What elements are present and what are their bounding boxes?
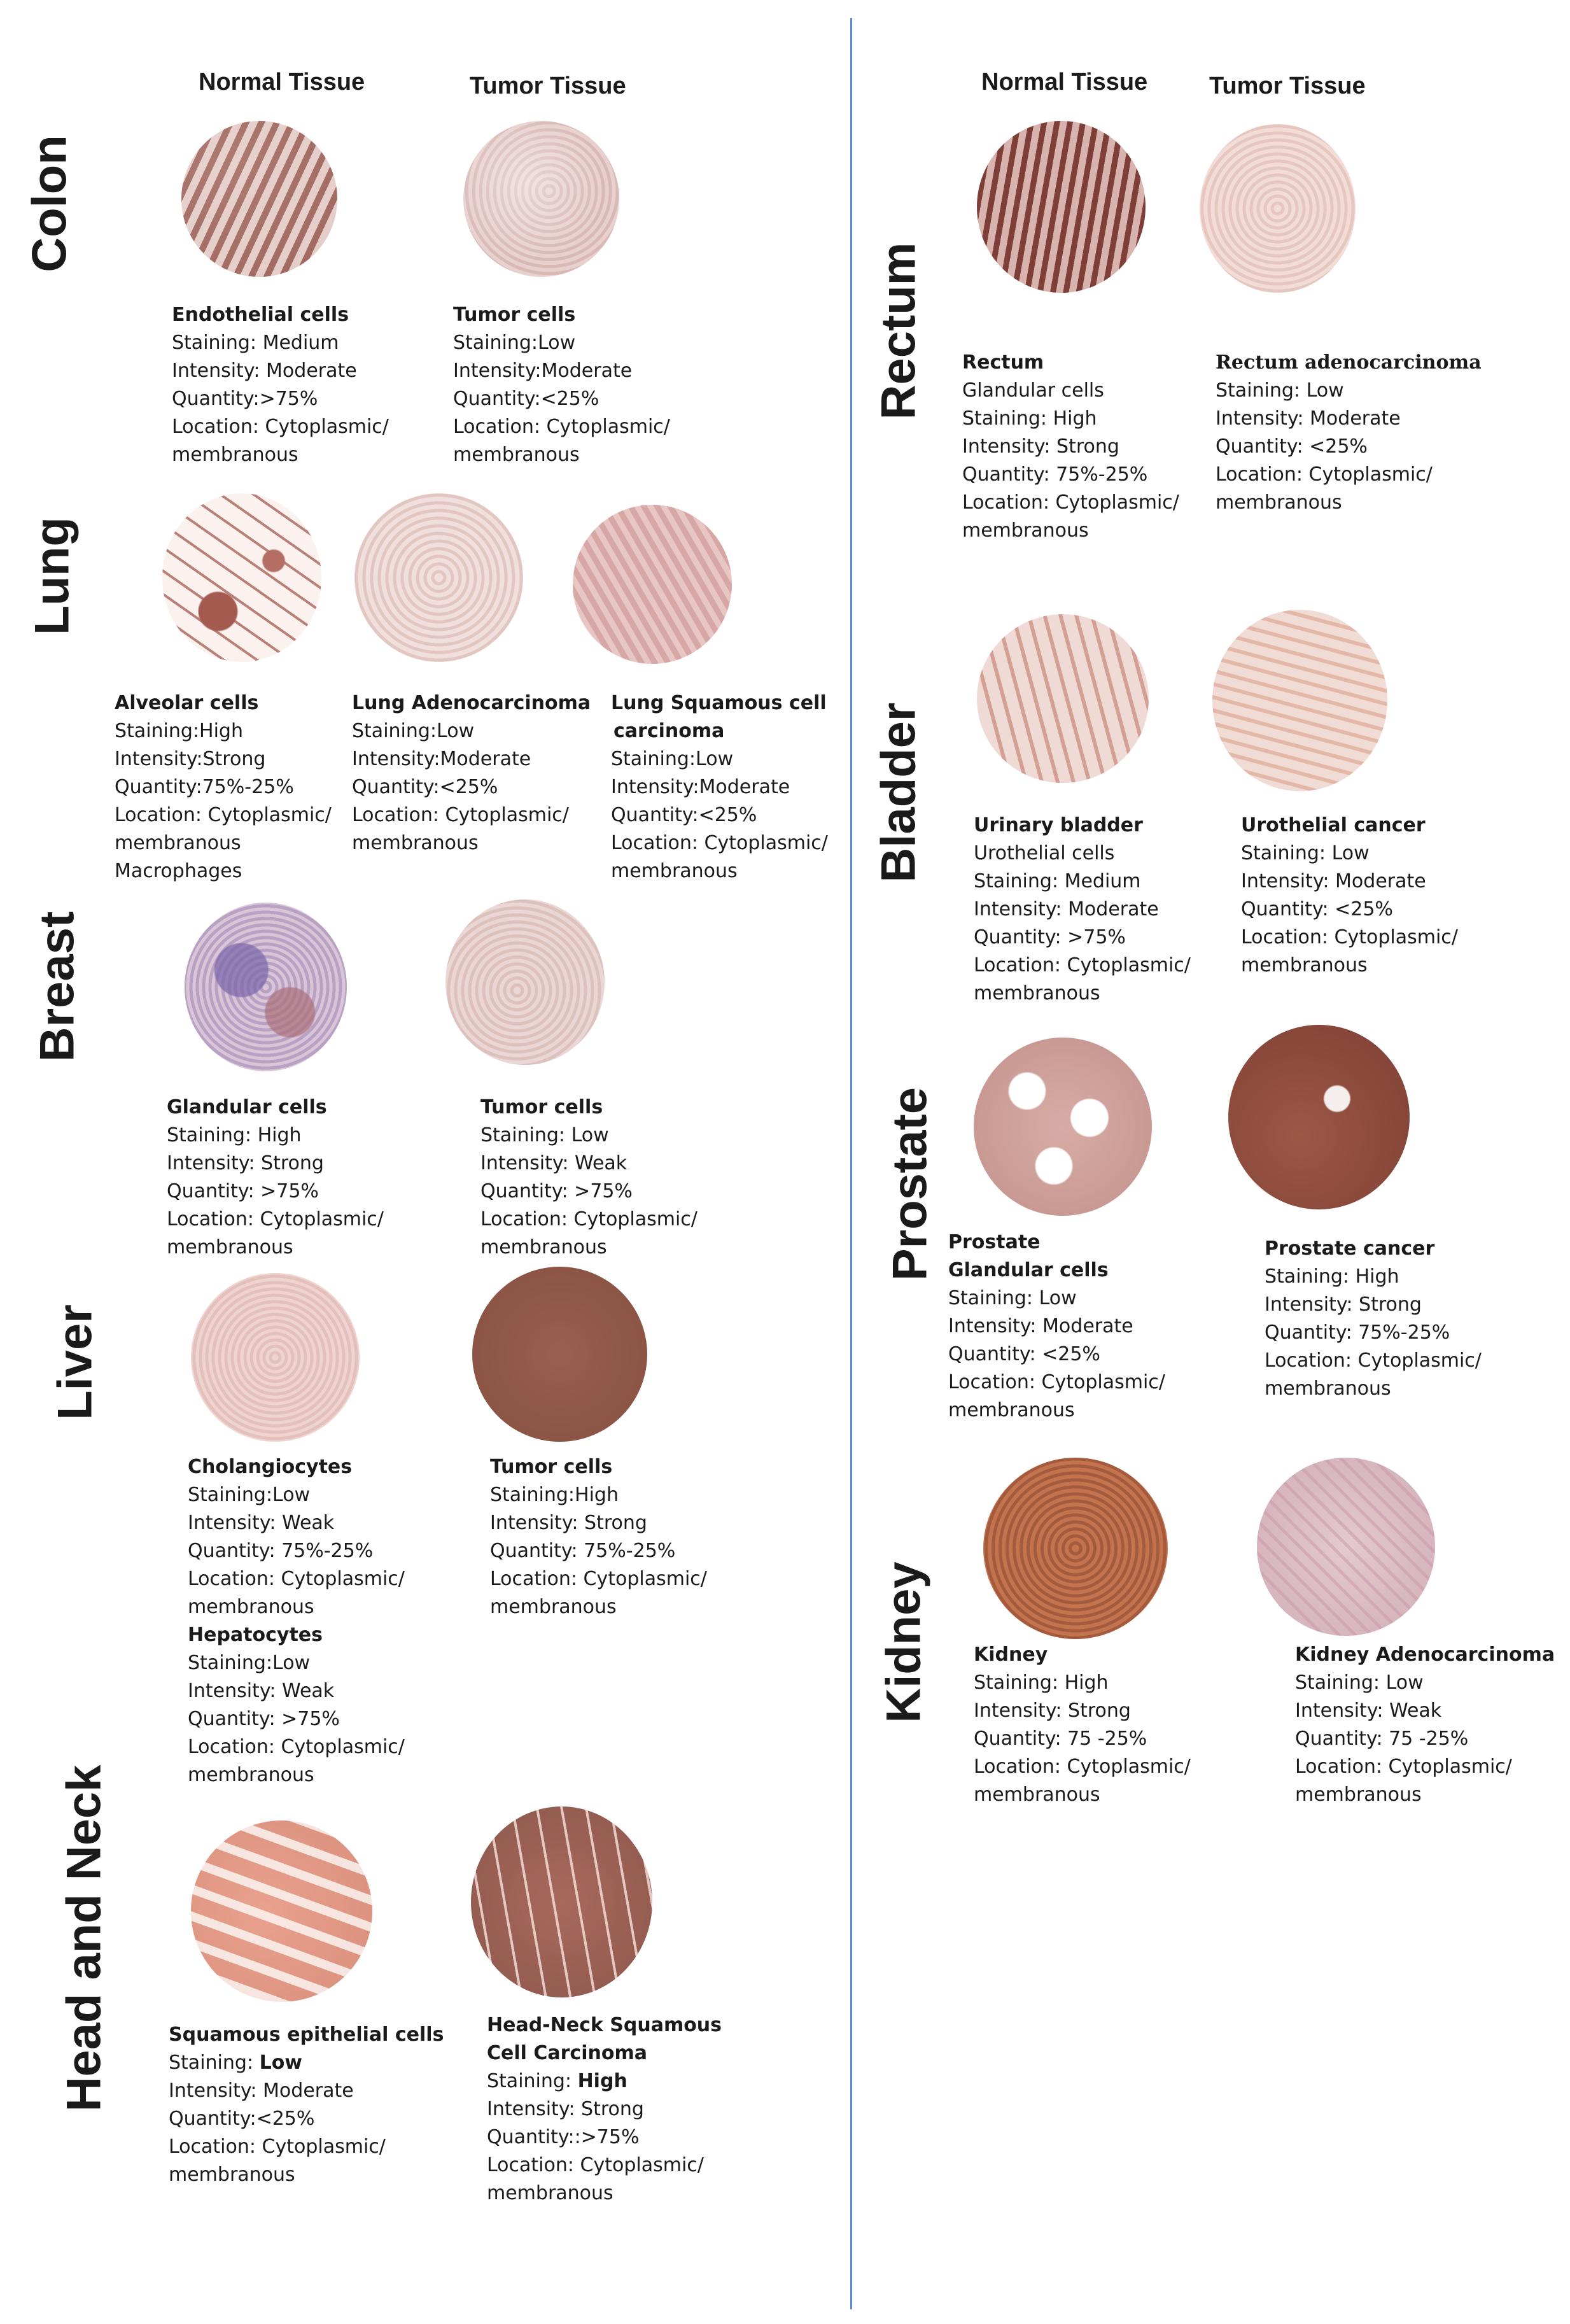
- info-line: Staining: High: [974, 1672, 1109, 1694]
- info-line: Location: Cytoplasmic/: [172, 416, 389, 438]
- liver-normal-tissue-image: [191, 1273, 360, 1442]
- left-normal-header: Normal Tissue: [199, 69, 365, 95]
- info-line: Location: Cytoplasmic/: [188, 1736, 405, 1758]
- rectum-tumor-info: [1216, 349, 1482, 517]
- info-title: Urinary bladder: [974, 814, 1143, 836]
- info-line: Intensity: Strong: [962, 435, 1119, 458]
- info-line: Staining: High: [167, 1124, 302, 1146]
- breast-tumor-info: [480, 1094, 697, 1262]
- info-line: membranous: [1241, 954, 1368, 976]
- info-line: Location: Cytoplasmic/: [1265, 1349, 1482, 1372]
- prostate-normal-tissue-image: [974, 1038, 1152, 1216]
- info-line: membranous: [490, 1596, 617, 1618]
- info-title: Glandular cells: [167, 1096, 327, 1118]
- info-line: Quantity: >75%: [974, 926, 1126, 948]
- info-line: membranous: [1295, 1784, 1422, 1806]
- info-line: Quantity::>75%: [487, 2126, 640, 2148]
- head-neck-tumor-info: [487, 2011, 722, 2208]
- info-line: membranous: [974, 982, 1100, 1004]
- info-line: Quantity: 75%-25%: [490, 1540, 676, 1562]
- bladder-normal-info: [974, 812, 1191, 1008]
- info-line: Location: Cytoplasmic/: [1241, 926, 1458, 948]
- rectum-tumor-tissue-image: [1200, 124, 1356, 293]
- info-line: [169, 2049, 444, 2077]
- info-line: Intensity: Weak: [1295, 1700, 1442, 1722]
- colon-tumor-tissue-image: [463, 121, 619, 277]
- info-line: Quantity: 75%-25%: [1265, 1321, 1450, 1344]
- info-line: Intensity: Moderate: [948, 1315, 1133, 1337]
- info-line: membranous: [188, 1764, 314, 1786]
- info-line: Location: Cytoplasmic/: [453, 416, 670, 438]
- info-title: Squamous epithelial cells: [169, 2024, 444, 2046]
- lung-adeno-info: [352, 689, 591, 857]
- info-line: membranous: [962, 519, 1089, 542]
- colon-normal-tissue-image: [181, 121, 337, 277]
- info-line: Staining: Medium: [172, 332, 339, 354]
- info-line: Staining: Low: [480, 1124, 609, 1146]
- info-line: Quantity:75%-25%: [115, 776, 294, 798]
- info-title: Kidney: [974, 1644, 1048, 1666]
- info-line: membranous: [487, 2182, 613, 2204]
- info-title: Cell Carcinoma: [487, 2042, 647, 2064]
- right-tumor-header: Tumor Tissue: [1209, 73, 1366, 99]
- info-line: membranous: [1216, 491, 1342, 514]
- info-title: Kidney Adenocarcinoma: [1295, 1644, 1555, 1666]
- info-line: Location: Cytoplasmic/: [1216, 463, 1433, 486]
- info-line: Intensity: Moderate: [1216, 407, 1401, 430]
- info-line: membranous: [611, 860, 738, 882]
- info-line: Location: Cytoplasmic/: [962, 491, 1179, 514]
- info-line: Quantity: 75 -25%: [974, 1728, 1147, 1750]
- info-line: Quantity:<25%: [453, 388, 599, 410]
- info-line: Intensity: Weak: [480, 1152, 627, 1174]
- lung-normal-tissue-image: [162, 493, 321, 662]
- rectum-normal-info: [962, 349, 1179, 545]
- info-title: Rectum adenocarcinoma: [1216, 351, 1482, 374]
- breast-normal-tissue-image: [185, 903, 347, 1071]
- info-line: Intensity: Moderate: [974, 898, 1159, 920]
- info-line: Staining:Low: [352, 720, 475, 742]
- prostate-tumor-info: [1265, 1235, 1482, 1403]
- info-line: Intensity: Strong: [974, 1700, 1131, 1722]
- info-line: Staining:Low: [611, 748, 734, 770]
- info-line: Location: Cytoplasmic/: [1295, 1756, 1512, 1778]
- info-line: Staining: High: [1265, 1265, 1399, 1288]
- info-line: Intensity: Weak: [188, 1680, 335, 1702]
- info-line: Location: Cytoplasmic/: [487, 2154, 704, 2176]
- info-line: membranous: [453, 444, 580, 466]
- info-line: membranous: [167, 1236, 293, 1258]
- liver-tumor-info: [490, 1453, 707, 1621]
- lung-squamous-info: [611, 689, 828, 885]
- info-line: Intensity: Moderate: [172, 360, 357, 382]
- info-line: Staining: High: [962, 407, 1097, 430]
- info-title: Lung Squamous cell: [611, 692, 827, 714]
- organ-label-bladder: Bladder: [871, 702, 926, 883]
- liver-tumor-tissue-image: [472, 1267, 647, 1442]
- info-title: Glandular cells: [948, 1259, 1109, 1281]
- prostate-tumor-tissue-image: [1228, 1025, 1410, 1209]
- prostate-normal-info: [948, 1229, 1165, 1425]
- info-line: Staining: Low: [1241, 842, 1370, 864]
- info-line: Intensity: Strong: [1265, 1293, 1422, 1316]
- info-title: carcinoma: [613, 720, 725, 742]
- lung-squamous-tissue-image: [573, 505, 732, 664]
- colon-normal-info: [172, 301, 389, 469]
- bladder-tumor-info: [1241, 812, 1458, 980]
- info-line: Quantity:<25%: [169, 2108, 315, 2130]
- organ-label-breast: Breast: [30, 911, 85, 1062]
- left-tumor-header: Tumor Tissue: [470, 73, 626, 99]
- info-line: Macrophages: [115, 860, 242, 882]
- organ-label-lung: Lung: [25, 517, 80, 635]
- info-line: Quantity:<25%: [352, 776, 498, 798]
- info-title: Rectum: [962, 351, 1044, 374]
- info-line: Intensity: Moderate: [1241, 870, 1426, 892]
- info-title: Urothelial cancer: [1241, 814, 1426, 836]
- bladder-tumor-tissue-image: [1212, 610, 1387, 791]
- info-title: Alveolar cells: [115, 692, 259, 714]
- info-line: Location: Cytoplasmic/: [188, 1568, 405, 1590]
- lung-normal-info: [115, 689, 332, 885]
- staining-value: Low: [259, 2052, 303, 2074]
- info-title: Prostate cancer: [1265, 1237, 1435, 1260]
- info-line: membranous: [188, 1596, 314, 1618]
- info-line: membranous: [974, 1784, 1100, 1806]
- info-line: [487, 2067, 722, 2095]
- info-line: Location: Cytoplasmic/: [115, 804, 332, 826]
- info-line: Staining:High: [115, 720, 243, 742]
- info-line: Intensity:Moderate: [453, 360, 633, 382]
- info-title: Cholangiocytes: [188, 1456, 353, 1478]
- head-neck-normal-info: [169, 2021, 444, 2189]
- info-title: Tumor cells: [480, 1096, 603, 1118]
- info-line: Urothelial cells: [974, 842, 1115, 864]
- info-line: membranous: [172, 444, 298, 466]
- info-title: Endothelial cells: [172, 304, 349, 326]
- info-line: Location: Cytoplasmic/: [480, 1208, 697, 1230]
- info-line: Quantity: <25%: [1216, 435, 1368, 458]
- info-line: Quantity:>75%: [172, 388, 318, 410]
- info-line: Glandular cells: [962, 379, 1104, 402]
- info-line: Quantity:<25%: [611, 804, 757, 826]
- head-neck-tumor-tissue-image: [471, 1806, 652, 1997]
- breast-tumor-tissue-image: [445, 899, 605, 1065]
- info-title: Tumor cells: [490, 1456, 613, 1478]
- info-line: Quantity: >75%: [480, 1180, 633, 1202]
- info-line: Location: Cytoplasmic/: [948, 1371, 1165, 1393]
- organ-label-rectum: Rectum: [871, 242, 926, 420]
- info-line: Staining:Low: [188, 1652, 311, 1674]
- info-line: Intensity:Strong: [115, 748, 266, 770]
- info-line: Quantity: >75%: [188, 1708, 340, 1730]
- breast-normal-info: [167, 1094, 384, 1262]
- info-line: membranous: [352, 832, 479, 854]
- info-line: Staining:Low: [188, 1484, 311, 1506]
- info-line: Location: Cytoplasmic/: [167, 1208, 384, 1230]
- info-line: Intensity: Weak: [188, 1512, 335, 1534]
- info-line: Staining: Medium: [974, 870, 1141, 892]
- info-line: Intensity: Strong: [167, 1152, 324, 1174]
- info-line: Location: Cytoplasmic/: [611, 832, 828, 854]
- info-line: Intensity: Strong: [487, 2098, 644, 2120]
- info-line: membranous: [1265, 1377, 1391, 1400]
- info-line: Location: Cytoplasmic/: [974, 954, 1191, 976]
- info-title: Head-Neck Squamous: [487, 2014, 722, 2036]
- info-line: Location: Cytoplasmic/: [974, 1756, 1191, 1778]
- info-line: Location: Cytoplasmic/: [169, 2136, 386, 2158]
- info-line: membranous: [480, 1236, 607, 1258]
- organ-label-liver: Liver: [48, 1304, 102, 1420]
- lung-adenocarcinoma-tissue-image: [354, 493, 523, 662]
- colon-tumor-info: [453, 301, 670, 469]
- info-title: Hepatocytes: [188, 1624, 323, 1646]
- staining-label: Staining:: [487, 2070, 578, 2092]
- info-line: membranous: [948, 1399, 1075, 1421]
- info-line: Staining: Low: [1295, 1672, 1424, 1694]
- staining-label: Staining:: [169, 2052, 260, 2074]
- info-line: Quantity: 75 -25%: [1295, 1728, 1469, 1750]
- head-neck-normal-tissue-image: [191, 1820, 372, 2002]
- info-line: Intensity:Moderate: [352, 748, 531, 770]
- info-line: Quantity: 75%-25%: [188, 1540, 374, 1562]
- kidney-normal-info: [974, 1641, 1191, 1809]
- info-line: membranous: [115, 832, 241, 854]
- info-title: Tumor cells: [453, 304, 576, 326]
- organ-label-prostate: Prostate: [883, 1087, 937, 1281]
- info-line: Quantity: <25%: [948, 1343, 1100, 1365]
- organ-label-kidney: Kidney: [876, 1561, 931, 1723]
- info-line: Staining:Low: [453, 332, 576, 354]
- info-line: Intensity: Moderate: [169, 2080, 354, 2102]
- right-normal-header: Normal Tissue: [981, 69, 1148, 95]
- info-line: Location: Cytoplasmic/: [490, 1568, 707, 1590]
- info-line: Staining:High: [490, 1484, 619, 1506]
- info-line: Intensity:Moderate: [611, 776, 790, 798]
- kidney-tumor-info: [1295, 1641, 1555, 1809]
- staining-value: High: [577, 2070, 627, 2092]
- info-line: membranous: [169, 2164, 295, 2186]
- info-line: Quantity: 75%-25%: [962, 463, 1148, 486]
- kidney-normal-tissue-image: [983, 1458, 1168, 1639]
- column-divider: [850, 18, 852, 2309]
- kidney-tumor-tissue-image: [1257, 1458, 1435, 1636]
- info-line: Quantity: <25%: [1241, 898, 1393, 920]
- liver-normal-info: [188, 1453, 405, 1789]
- info-line: Intensity: Strong: [490, 1512, 647, 1534]
- info-title: Lung Adenocarcinoma: [352, 692, 591, 714]
- info-line: Location: Cytoplasmic/: [352, 804, 569, 826]
- rectum-normal-tissue-image: [977, 121, 1146, 293]
- bladder-normal-tissue-image: [977, 614, 1149, 783]
- info-title: Prostate: [948, 1231, 1041, 1253]
- organ-label-colon: Colon: [22, 135, 77, 272]
- info-line: Quantity: >75%: [167, 1180, 319, 1202]
- info-line: Staining: Low: [1216, 379, 1344, 402]
- info-line: Staining: Low: [948, 1287, 1077, 1309]
- organ-label-head-and-neck: Head and Neck: [57, 1764, 111, 2112]
